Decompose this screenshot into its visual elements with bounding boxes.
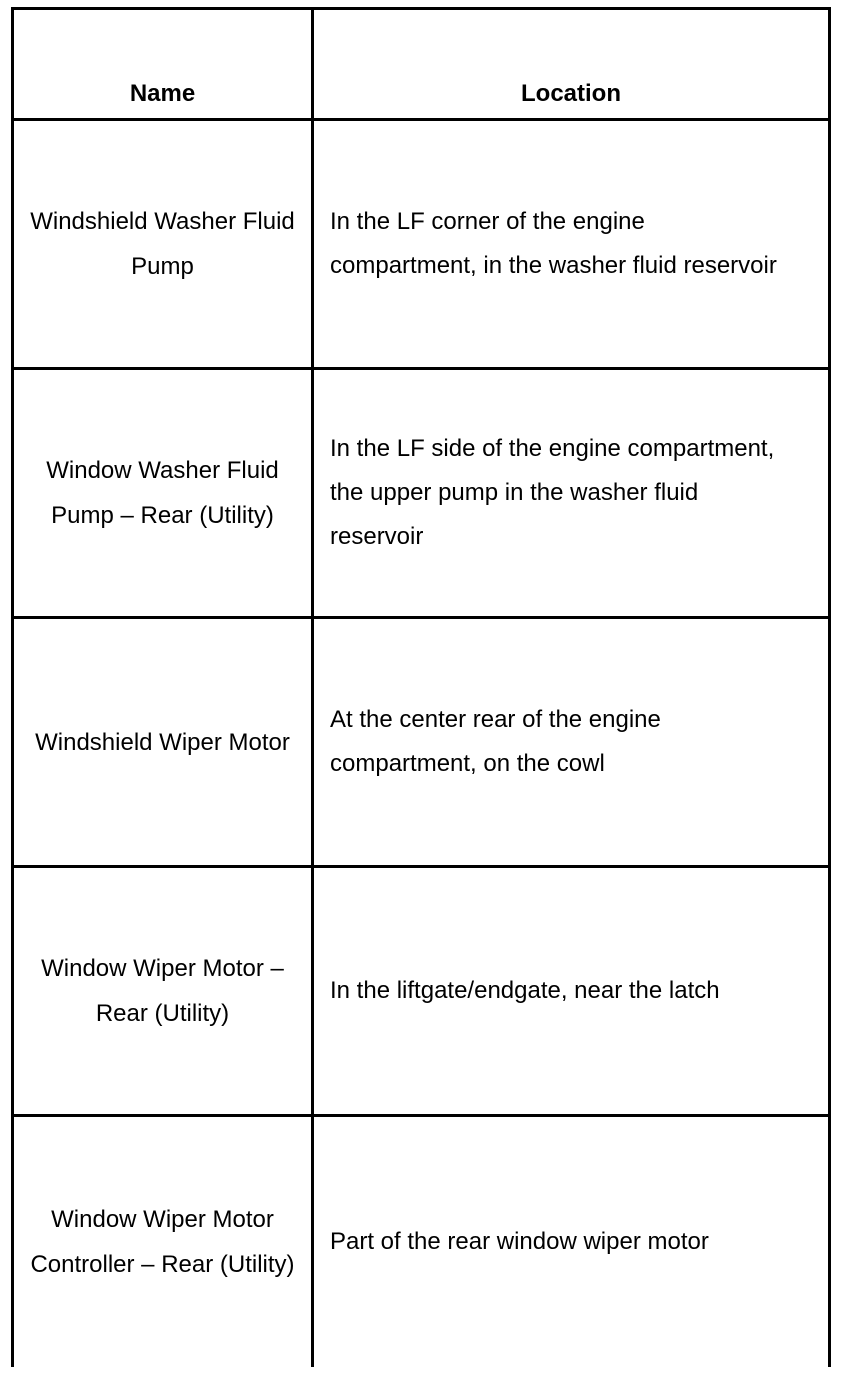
component-name: Window Wiper Motor – Rear (Utility)	[13, 867, 313, 1116]
table-row	[13, 867, 830, 1116]
component-name: Window Wiper Motor Controller – Rear (Utility)	[13, 1116, 313, 1368]
component-location: Part of the rear window wiper motor	[313, 1116, 830, 1368]
component-location: In the liftgate/endgate, near the latch	[313, 867, 830, 1116]
component-name: Window Washer Fluid Pump – Rear (Utility)	[13, 369, 313, 618]
component-location: At the center rear of the engine compartment, on the cowl	[313, 618, 830, 867]
table-row	[13, 1116, 830, 1368]
table-row	[13, 369, 830, 618]
header-name: Name	[13, 9, 313, 120]
component-location: In the LF side of the engine compartment, the upper pump in the washer fluid reservoir	[313, 369, 830, 618]
component-location: In the LF corner of the engine compartment, in the washer fluid reservoir	[313, 120, 830, 369]
component-name: Windshield Washer Fluid Pump	[13, 120, 313, 369]
component-location-table	[11, 7, 831, 1367]
header-location: Location	[313, 9, 830, 120]
component-name: Windshield Wiper Motor	[13, 618, 313, 867]
table-row	[13, 120, 830, 369]
header-row	[13, 9, 830, 120]
table-row	[13, 618, 830, 867]
